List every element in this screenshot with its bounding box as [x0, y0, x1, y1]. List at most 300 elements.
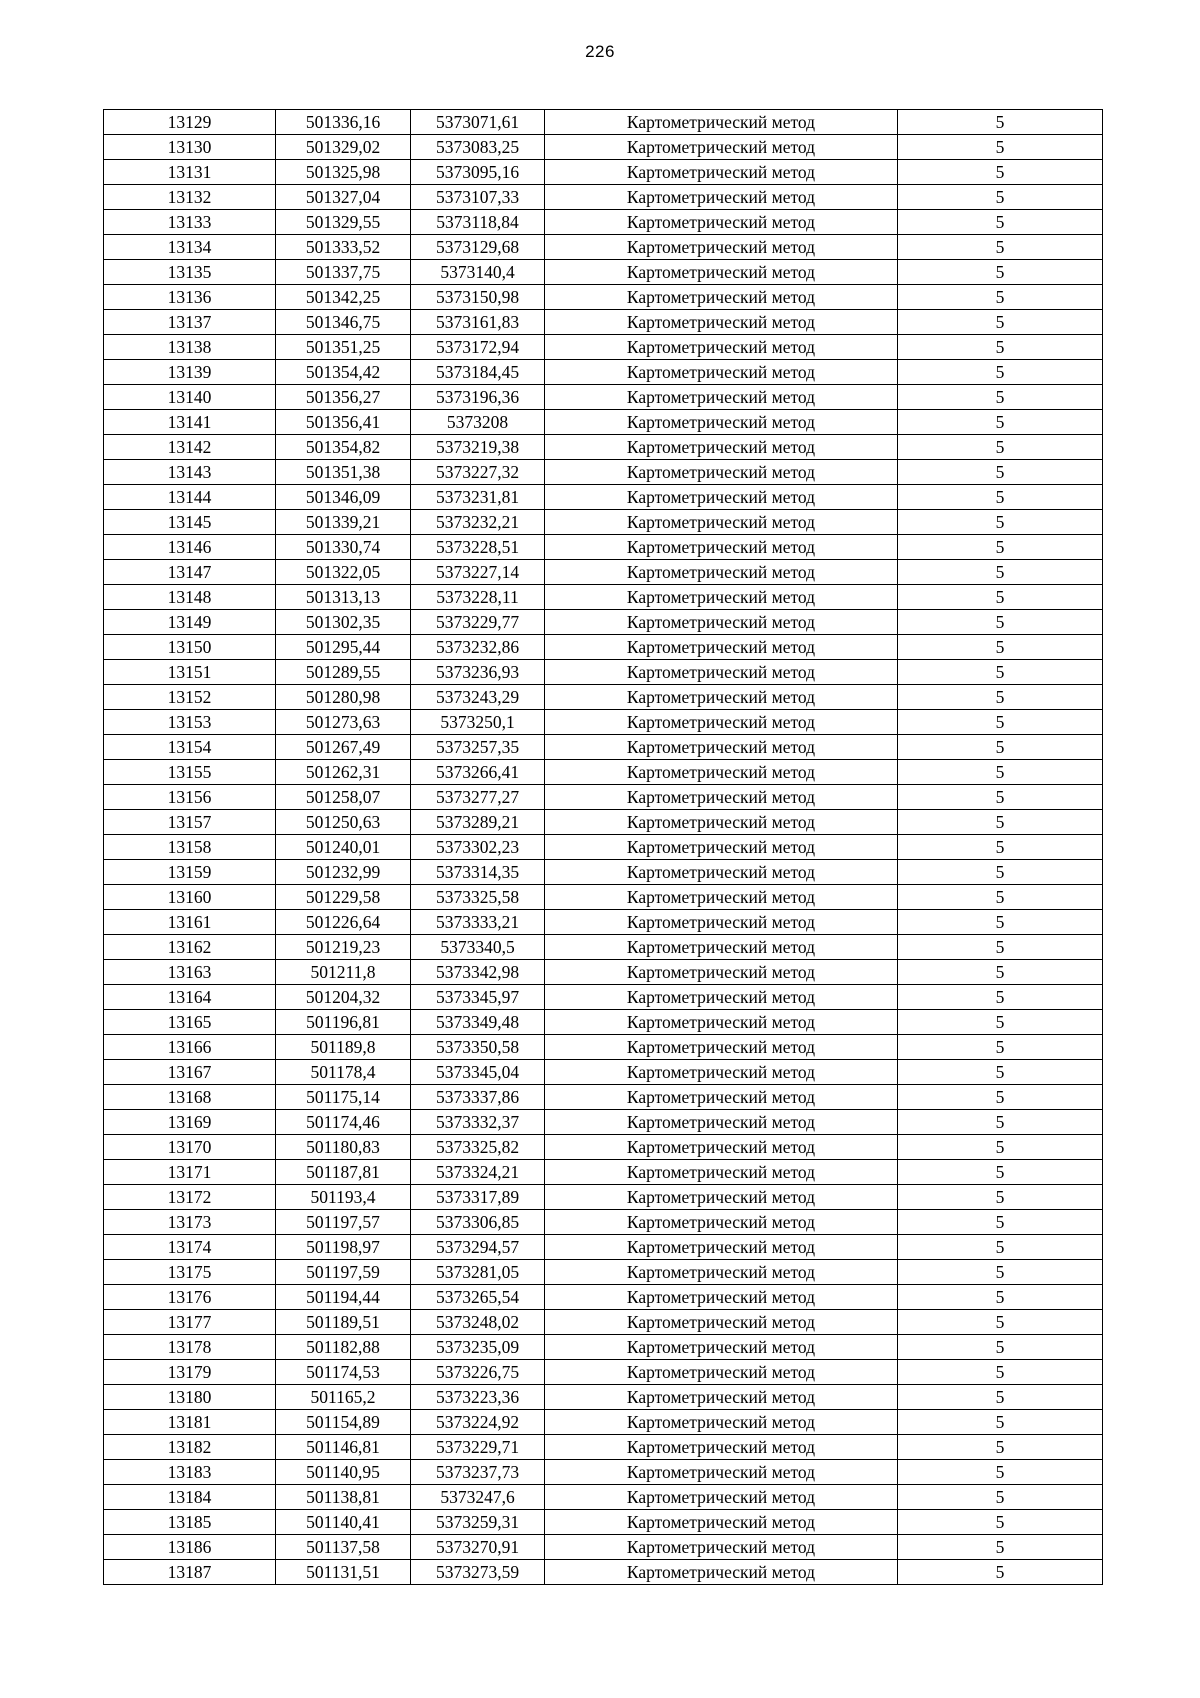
point-number-cell: 13179	[104, 1360, 276, 1385]
y-coordinate-cell: 5373172,94	[411, 335, 545, 360]
point-number-cell: 13168	[104, 1085, 276, 1110]
x-coordinate-cell: 501165,2	[276, 1385, 411, 1410]
accuracy-cell: 5	[898, 1010, 1103, 1035]
table-row	[104, 960, 1103, 985]
accuracy-cell: 5	[898, 160, 1103, 185]
y-coordinate-cell: 5373247,6	[411, 1485, 545, 1510]
accuracy-cell: 5	[898, 1310, 1103, 1335]
y-coordinate-cell: 5373231,81	[411, 485, 545, 510]
x-coordinate-cell: 501182,88	[276, 1335, 411, 1360]
x-coordinate-cell: 501333,52	[276, 235, 411, 260]
point-number-cell: 13136	[104, 285, 276, 310]
table-row	[104, 1410, 1103, 1435]
accuracy-cell: 5	[898, 685, 1103, 710]
method-cell: Картометрический метод	[545, 1135, 898, 1160]
point-number-cell: 13171	[104, 1160, 276, 1185]
table-row	[104, 210, 1103, 235]
table-row	[104, 1085, 1103, 1110]
table-row	[104, 1310, 1103, 1335]
y-coordinate-cell: 5373118,84	[411, 210, 545, 235]
x-coordinate-cell: 501226,64	[276, 910, 411, 935]
table-row	[104, 910, 1103, 935]
point-number-cell: 13131	[104, 160, 276, 185]
accuracy-cell: 5	[898, 760, 1103, 785]
y-coordinate-cell: 5373289,21	[411, 810, 545, 835]
method-cell: Картометрический метод	[545, 485, 898, 510]
x-coordinate-cell: 501329,55	[276, 210, 411, 235]
method-cell: Картометрический метод	[545, 960, 898, 985]
method-cell: Картометрический метод	[545, 1360, 898, 1385]
method-cell: Картометрический метод	[545, 710, 898, 735]
x-coordinate-cell: 501211,8	[276, 960, 411, 985]
x-coordinate-cell: 501337,75	[276, 260, 411, 285]
method-cell: Картометрический метод	[545, 1085, 898, 1110]
y-coordinate-cell: 5373270,91	[411, 1535, 545, 1560]
method-cell: Картометрический метод	[545, 635, 898, 660]
x-coordinate-cell: 501351,25	[276, 335, 411, 360]
x-coordinate-cell: 501329,02	[276, 135, 411, 160]
x-coordinate-cell: 501322,05	[276, 560, 411, 585]
method-cell: Картометрический метод	[545, 835, 898, 860]
point-number-cell: 13153	[104, 710, 276, 735]
x-coordinate-cell: 501197,57	[276, 1210, 411, 1235]
point-number-cell: 13165	[104, 1010, 276, 1035]
method-cell: Картометрический метод	[545, 135, 898, 160]
y-coordinate-cell: 5373150,98	[411, 285, 545, 310]
y-coordinate-cell: 5373306,85	[411, 1210, 545, 1235]
y-coordinate-cell: 5373248,02	[411, 1310, 545, 1335]
point-number-cell: 13145	[104, 510, 276, 535]
y-coordinate-cell: 5373273,59	[411, 1560, 545, 1585]
point-number-cell: 13135	[104, 260, 276, 285]
table-row	[104, 285, 1103, 310]
y-coordinate-cell: 5373229,77	[411, 610, 545, 635]
table-row	[104, 985, 1103, 1010]
accuracy-cell: 5	[898, 1060, 1103, 1085]
table-row	[104, 1485, 1103, 1510]
point-number-cell: 13172	[104, 1185, 276, 1210]
point-number-cell: 13186	[104, 1535, 276, 1560]
y-coordinate-cell: 5373140,4	[411, 260, 545, 285]
table-row	[104, 660, 1103, 685]
accuracy-cell: 5	[898, 260, 1103, 285]
method-cell: Картометрический метод	[545, 935, 898, 960]
y-coordinate-cell: 5373219,38	[411, 435, 545, 460]
x-coordinate-cell: 501180,83	[276, 1135, 411, 1160]
method-cell: Картометрический метод	[545, 310, 898, 335]
y-coordinate-cell: 5373196,36	[411, 385, 545, 410]
y-coordinate-cell: 5373294,57	[411, 1235, 545, 1260]
accuracy-cell: 5	[898, 110, 1103, 135]
y-coordinate-cell: 5373333,21	[411, 910, 545, 935]
point-number-cell: 13142	[104, 435, 276, 460]
method-cell: Картометрический метод	[545, 1060, 898, 1085]
method-cell: Картометрический метод	[545, 235, 898, 260]
method-cell: Картометрический метод	[545, 335, 898, 360]
table-row	[104, 1160, 1103, 1185]
point-number-cell: 13154	[104, 735, 276, 760]
x-coordinate-cell: 501137,58	[276, 1535, 411, 1560]
accuracy-cell: 5	[898, 710, 1103, 735]
table-row	[104, 1135, 1103, 1160]
table-row	[104, 260, 1103, 285]
y-coordinate-cell: 5373266,41	[411, 760, 545, 785]
table-row	[104, 460, 1103, 485]
accuracy-cell: 5	[898, 1460, 1103, 1485]
method-cell: Картометрический метод	[545, 410, 898, 435]
method-cell: Картометрический метод	[545, 1560, 898, 1585]
accuracy-cell: 5	[898, 335, 1103, 360]
accuracy-cell: 5	[898, 1510, 1103, 1535]
y-coordinate-cell: 5373236,93	[411, 660, 545, 685]
accuracy-cell: 5	[898, 985, 1103, 1010]
table-row	[104, 235, 1103, 260]
y-coordinate-cell: 5373349,48	[411, 1010, 545, 1035]
point-number-cell: 13156	[104, 785, 276, 810]
y-coordinate-cell: 5373265,54	[411, 1285, 545, 1310]
x-coordinate-cell: 501354,82	[276, 435, 411, 460]
x-coordinate-cell: 501196,81	[276, 1010, 411, 1035]
method-cell: Картометрический метод	[545, 1310, 898, 1335]
point-number-cell: 13158	[104, 835, 276, 860]
accuracy-cell: 5	[898, 310, 1103, 335]
x-coordinate-cell: 501346,09	[276, 485, 411, 510]
x-coordinate-cell: 501131,51	[276, 1560, 411, 1585]
y-coordinate-cell: 5373259,31	[411, 1510, 545, 1535]
accuracy-cell: 5	[898, 960, 1103, 985]
y-coordinate-cell: 5373071,61	[411, 110, 545, 135]
method-cell: Картометрический метод	[545, 385, 898, 410]
x-coordinate-cell: 501342,25	[276, 285, 411, 310]
point-number-cell: 13151	[104, 660, 276, 685]
method-cell: Картометрический метод	[545, 110, 898, 135]
x-coordinate-cell: 501356,27	[276, 385, 411, 410]
point-number-cell: 13143	[104, 460, 276, 485]
point-number-cell: 13182	[104, 1435, 276, 1460]
method-cell: Картометрический метод	[545, 785, 898, 810]
y-coordinate-cell: 5373232,86	[411, 635, 545, 660]
table-row	[104, 1335, 1103, 1360]
accuracy-cell: 5	[898, 135, 1103, 160]
method-cell: Картометрический метод	[545, 535, 898, 560]
x-coordinate-cell: 501258,07	[276, 785, 411, 810]
x-coordinate-cell: 501325,98	[276, 160, 411, 185]
method-cell: Картометрический метод	[545, 1385, 898, 1410]
x-coordinate-cell: 501346,75	[276, 310, 411, 335]
x-coordinate-cell: 501267,49	[276, 735, 411, 760]
x-coordinate-cell: 501327,04	[276, 185, 411, 210]
table-row	[104, 1460, 1103, 1485]
table-row	[104, 810, 1103, 835]
y-coordinate-cell: 5373224,92	[411, 1410, 545, 1435]
table-row	[104, 1510, 1103, 1535]
method-cell: Картометрический метод	[545, 1485, 898, 1510]
point-number-cell: 13160	[104, 885, 276, 910]
y-coordinate-cell: 5373227,32	[411, 460, 545, 485]
x-coordinate-cell: 501198,97	[276, 1235, 411, 1260]
method-cell: Картометрический метод	[545, 585, 898, 610]
table-row	[104, 1385, 1103, 1410]
x-coordinate-cell: 501330,74	[276, 535, 411, 560]
point-number-cell: 13166	[104, 1035, 276, 1060]
accuracy-cell: 5	[898, 860, 1103, 885]
method-cell: Картометрический метод	[545, 660, 898, 685]
accuracy-cell: 5	[898, 210, 1103, 235]
table-row	[104, 385, 1103, 410]
method-cell: Картометрический метод	[545, 510, 898, 535]
accuracy-cell: 5	[898, 835, 1103, 860]
y-coordinate-cell: 5373161,83	[411, 310, 545, 335]
table-row	[104, 1435, 1103, 1460]
method-cell: Картометрический метод	[545, 435, 898, 460]
method-cell: Картометрический метод	[545, 1035, 898, 1060]
accuracy-cell: 5	[898, 1035, 1103, 1060]
table-row	[104, 410, 1103, 435]
table-row	[104, 685, 1103, 710]
y-coordinate-cell: 5373314,35	[411, 860, 545, 885]
method-cell: Картометрический метод	[545, 1460, 898, 1485]
accuracy-cell: 5	[898, 810, 1103, 835]
y-coordinate-cell: 5373226,75	[411, 1360, 545, 1385]
accuracy-cell: 5	[898, 1360, 1103, 1385]
point-number-cell: 13133	[104, 210, 276, 235]
y-coordinate-cell: 5373107,33	[411, 185, 545, 210]
x-coordinate-cell: 501138,81	[276, 1485, 411, 1510]
x-coordinate-cell: 501280,98	[276, 685, 411, 710]
accuracy-cell: 5	[898, 885, 1103, 910]
accuracy-cell: 5	[898, 360, 1103, 385]
method-cell: Картометрический метод	[545, 460, 898, 485]
table-row	[104, 1235, 1103, 1260]
y-coordinate-cell: 5373229,71	[411, 1435, 545, 1460]
point-number-cell: 13159	[104, 860, 276, 885]
point-number-cell: 13161	[104, 910, 276, 935]
method-cell: Картометрический метод	[545, 1410, 898, 1435]
point-number-cell: 13181	[104, 1410, 276, 1435]
accuracy-cell: 5	[898, 510, 1103, 535]
accuracy-cell: 5	[898, 785, 1103, 810]
coordinates-table	[103, 109, 1103, 1585]
x-coordinate-cell: 501193,4	[276, 1185, 411, 1210]
x-coordinate-cell: 501295,44	[276, 635, 411, 660]
method-cell: Картометрический метод	[545, 1335, 898, 1360]
y-coordinate-cell: 5373345,04	[411, 1060, 545, 1085]
point-number-cell: 13176	[104, 1285, 276, 1310]
y-coordinate-cell: 5373302,23	[411, 835, 545, 860]
table-row	[104, 860, 1103, 885]
accuracy-cell: 5	[898, 610, 1103, 635]
accuracy-cell: 5	[898, 1560, 1103, 1585]
table-row	[104, 1360, 1103, 1385]
table-row	[104, 1185, 1103, 1210]
table-row	[104, 585, 1103, 610]
y-coordinate-cell: 5373083,25	[411, 135, 545, 160]
y-coordinate-cell: 5373340,5	[411, 935, 545, 960]
x-coordinate-cell: 501351,38	[276, 460, 411, 485]
y-coordinate-cell: 5373257,35	[411, 735, 545, 760]
table-row	[104, 1260, 1103, 1285]
table-row	[104, 760, 1103, 785]
y-coordinate-cell: 5373337,86	[411, 1085, 545, 1110]
y-coordinate-cell: 5373228,11	[411, 585, 545, 610]
table-row	[104, 610, 1103, 635]
point-number-cell: 13184	[104, 1485, 276, 1510]
point-number-cell: 13141	[104, 410, 276, 435]
table-row	[104, 1010, 1103, 1035]
method-cell: Картометрический метод	[545, 1235, 898, 1260]
y-coordinate-cell: 5373208	[411, 410, 545, 435]
method-cell: Картометрический метод	[545, 610, 898, 635]
method-cell: Картометрический метод	[545, 1010, 898, 1035]
point-number-cell: 13132	[104, 185, 276, 210]
y-coordinate-cell: 5373345,97	[411, 985, 545, 1010]
point-number-cell: 13167	[104, 1060, 276, 1085]
point-number-cell: 13130	[104, 135, 276, 160]
accuracy-cell: 5	[898, 235, 1103, 260]
accuracy-cell: 5	[898, 1535, 1103, 1560]
accuracy-cell: 5	[898, 385, 1103, 410]
table-row	[104, 835, 1103, 860]
table-row	[104, 135, 1103, 160]
y-coordinate-cell: 5373223,36	[411, 1385, 545, 1410]
method-cell: Картометрический метод	[545, 160, 898, 185]
point-number-cell: 13129	[104, 110, 276, 135]
x-coordinate-cell: 501289,55	[276, 660, 411, 685]
point-number-cell: 13183	[104, 1460, 276, 1485]
method-cell: Картометрический метод	[545, 1185, 898, 1210]
x-coordinate-cell: 501140,41	[276, 1510, 411, 1535]
y-coordinate-cell: 5373184,45	[411, 360, 545, 385]
point-number-cell: 13173	[104, 1210, 276, 1235]
method-cell: Картометрический метод	[545, 1110, 898, 1135]
accuracy-cell: 5	[898, 1085, 1103, 1110]
page-number: 226	[585, 42, 615, 61]
y-coordinate-cell: 5373324,21	[411, 1160, 545, 1185]
accuracy-cell: 5	[898, 635, 1103, 660]
accuracy-cell: 5	[898, 585, 1103, 610]
table-row	[104, 560, 1103, 585]
accuracy-cell: 5	[898, 535, 1103, 560]
x-coordinate-cell: 501262,31	[276, 760, 411, 785]
point-number-cell: 13144	[104, 485, 276, 510]
y-coordinate-cell: 5373095,16	[411, 160, 545, 185]
table-row	[104, 485, 1103, 510]
point-number-cell: 13177	[104, 1310, 276, 1335]
x-coordinate-cell: 501197,59	[276, 1260, 411, 1285]
point-number-cell: 13169	[104, 1110, 276, 1135]
accuracy-cell: 5	[898, 935, 1103, 960]
method-cell: Картометрический метод	[545, 1510, 898, 1535]
method-cell: Картометрический метод	[545, 1210, 898, 1235]
accuracy-cell: 5	[898, 1410, 1103, 1435]
table-row	[104, 885, 1103, 910]
table-row	[104, 935, 1103, 960]
x-coordinate-cell: 501189,51	[276, 1310, 411, 1335]
accuracy-cell: 5	[898, 435, 1103, 460]
point-number-cell: 13180	[104, 1385, 276, 1410]
point-number-cell: 13138	[104, 335, 276, 360]
table-row	[104, 360, 1103, 385]
accuracy-cell: 5	[898, 735, 1103, 760]
table-row	[104, 1535, 1103, 1560]
x-coordinate-cell: 501229,58	[276, 885, 411, 910]
table-row	[104, 160, 1103, 185]
y-coordinate-cell: 5373350,58	[411, 1035, 545, 1060]
point-number-cell: 13185	[104, 1510, 276, 1535]
method-cell: Картометрический метод	[545, 210, 898, 235]
accuracy-cell: 5	[898, 1160, 1103, 1185]
point-number-cell: 13152	[104, 685, 276, 710]
point-number-cell: 13140	[104, 385, 276, 410]
point-number-cell: 13134	[104, 235, 276, 260]
y-coordinate-cell: 5373227,14	[411, 560, 545, 585]
y-coordinate-cell: 5373243,29	[411, 685, 545, 710]
x-coordinate-cell: 501250,63	[276, 810, 411, 835]
accuracy-cell: 5	[898, 285, 1103, 310]
accuracy-cell: 5	[898, 1485, 1103, 1510]
method-cell: Картометрический метод	[545, 260, 898, 285]
method-cell: Картометрический метод	[545, 1535, 898, 1560]
accuracy-cell: 5	[898, 185, 1103, 210]
method-cell: Картометрический метод	[545, 360, 898, 385]
method-cell: Картометрический метод	[545, 985, 898, 1010]
table-row	[104, 310, 1103, 335]
point-number-cell: 13174	[104, 1235, 276, 1260]
y-coordinate-cell: 5373250,1	[411, 710, 545, 735]
x-coordinate-cell: 501219,23	[276, 935, 411, 960]
point-number-cell: 13149	[104, 610, 276, 635]
y-coordinate-cell: 5373228,51	[411, 535, 545, 560]
accuracy-cell: 5	[898, 410, 1103, 435]
x-coordinate-cell: 501302,35	[276, 610, 411, 635]
method-cell: Картометрический метод	[545, 685, 898, 710]
y-coordinate-cell: 5373332,37	[411, 1110, 545, 1135]
table-row	[104, 435, 1103, 460]
y-coordinate-cell: 5373317,89	[411, 1185, 545, 1210]
point-number-cell: 13137	[104, 310, 276, 335]
accuracy-cell: 5	[898, 910, 1103, 935]
accuracy-cell: 5	[898, 1335, 1103, 1360]
table-row	[104, 510, 1103, 535]
point-number-cell: 13163	[104, 960, 276, 985]
method-cell: Картометрический метод	[545, 860, 898, 885]
accuracy-cell: 5	[898, 1435, 1103, 1460]
x-coordinate-cell: 501174,53	[276, 1360, 411, 1385]
method-cell: Картометрический метод	[545, 1260, 898, 1285]
x-coordinate-cell: 501240,01	[276, 835, 411, 860]
table-row	[104, 1560, 1103, 1585]
accuracy-cell: 5	[898, 1135, 1103, 1160]
accuracy-cell: 5	[898, 460, 1103, 485]
method-cell: Картометрический метод	[545, 810, 898, 835]
accuracy-cell: 5	[898, 1285, 1103, 1310]
x-coordinate-cell: 501194,44	[276, 1285, 411, 1310]
table-row	[104, 1035, 1103, 1060]
x-coordinate-cell: 501187,81	[276, 1160, 411, 1185]
table-row	[104, 735, 1103, 760]
y-coordinate-cell: 5373281,05	[411, 1260, 545, 1285]
accuracy-cell: 5	[898, 1385, 1103, 1410]
x-coordinate-cell: 501204,32	[276, 985, 411, 1010]
method-cell: Картометрический метод	[545, 1160, 898, 1185]
point-number-cell: 13175	[104, 1260, 276, 1285]
x-coordinate-cell: 501175,14	[276, 1085, 411, 1110]
point-number-cell: 13178	[104, 1335, 276, 1360]
y-coordinate-cell: 5373235,09	[411, 1335, 545, 1360]
y-coordinate-cell: 5373325,58	[411, 885, 545, 910]
table-row	[104, 1210, 1103, 1235]
method-cell: Картометрический метод	[545, 185, 898, 210]
